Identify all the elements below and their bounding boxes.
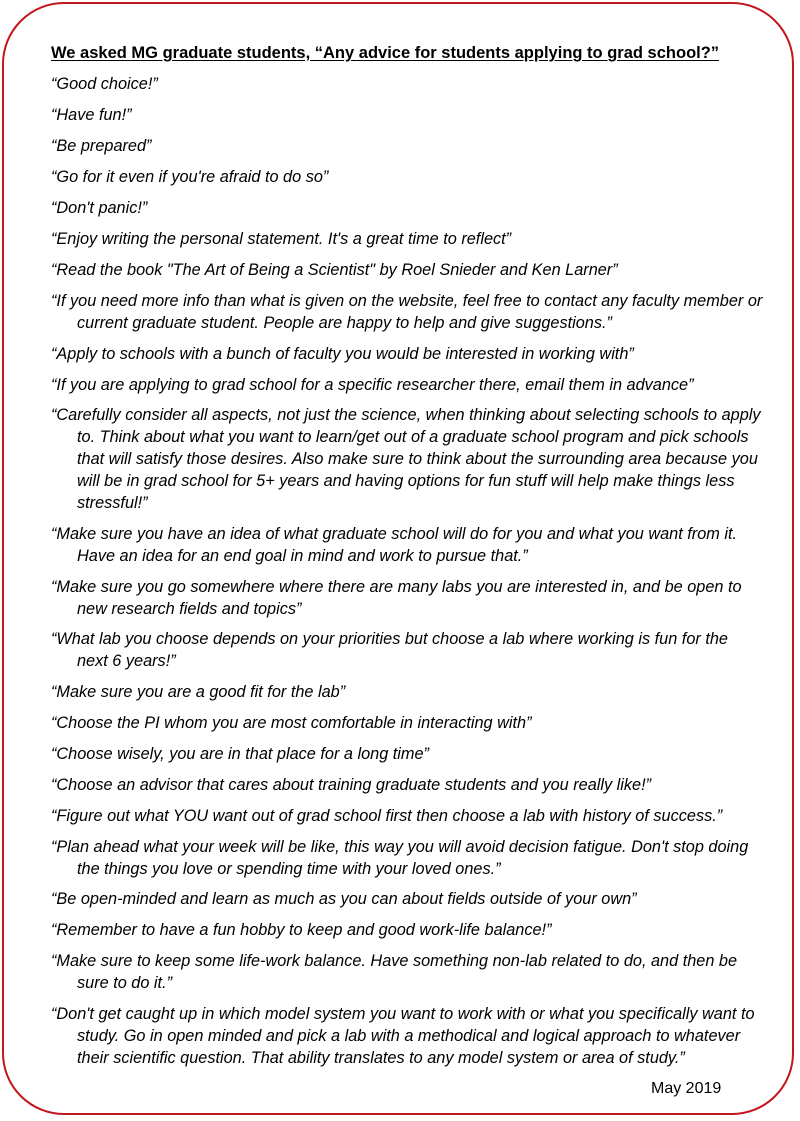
quote-fun-hobby: “Remember to have a fun hobby to keep and good work-life balance!” bbox=[51, 921, 552, 939]
page-title: We asked MG graduate students, “Any advice for students applying to grad school?” bbox=[51, 44, 720, 62]
quote-life-work-balance: “Make sure to keep some life-work balance. Have something non-lab related to do, and then be sure to do it.” bbox=[51, 952, 738, 992]
quote-email-researcher: “If you are applying to grad school for a specific researcher there, email them in advance” bbox=[51, 376, 694, 394]
quote-more-info: “If you need more info than what is given on the website, feel free to contact any faculty member or current graduate student. People are happy to help and give suggestions.” bbox=[51, 292, 763, 332]
quote-apply-faculty: “Apply to schools with a bunch of faculty you would be interested in working with” bbox=[51, 345, 634, 363]
quote-end-goal: “Make sure you have an idea of what graduate school will do for you and what you want from it. Have an idea for an end goal in mind and work to pursue that.” bbox=[51, 525, 737, 565]
quote-choose-advisor: “Choose an advisor that cares about training graduate students and you really like!” bbox=[51, 776, 652, 794]
quote-personal-statement: “Enjoy writing the personal statement. It's a great time to reflect” bbox=[51, 230, 512, 248]
quote-choose-pi: “Choose the PI whom you are most comfortable in interacting with” bbox=[51, 714, 532, 732]
quote-priorities: “What lab you choose depends on your priorities but choose a lab where working is fun for the next 6 years!” bbox=[51, 630, 728, 670]
quote-many-labs: “Make sure you go somewhere where there are many labs you are interested in, and be open to new research fields and topics” bbox=[51, 578, 742, 618]
quote-choose-wisely: “Choose wisely, you are in that place for a long time” bbox=[51, 745, 429, 763]
date-label: May 2019 bbox=[651, 1080, 722, 1097]
quote-figure-out: “Figure out what YOU want out of grad school first then choose a lab with history of success.” bbox=[51, 807, 723, 825]
quote-good-choice: “Good choice!” bbox=[51, 75, 158, 93]
quote-open-minded: “Be open-minded and learn as much as you can about fields outside of your own” bbox=[51, 890, 637, 908]
quote-consider-aspects: “Carefully consider all aspects, not just the science, when thinking about selecting schools to apply to. Think about what you want to learn/get out of a graduate school program and pick schools that will satisfy those desires. Also make sure to think about the surrounding area because you will be in grad school for 5+ years and having options for fun stuff will help make things less stressful!” bbox=[51, 406, 761, 512]
quote-read-book: “Read the book "The Art of Being a Scientist" by Roel Snieder and Ken Larner” bbox=[51, 261, 618, 279]
quote-dont-panic: “Don't panic!” bbox=[51, 199, 148, 217]
quote-plan-ahead: “Plan ahead what your week will be like, this way you will avoid decision fatigue. Don't stop doing the things you love or spending time with your loved ones.” bbox=[51, 838, 749, 878]
quote-have-fun: “Have fun!” bbox=[51, 106, 132, 124]
quote-be-prepared: “Be prepared” bbox=[51, 137, 152, 155]
quote-go-for-it: “Go for it even if you're afraid to do so” bbox=[51, 168, 329, 186]
quote-good-fit: “Make sure you are a good fit for the lab” bbox=[51, 683, 346, 701]
quote-model-system: “Don't get caught up in which model system you want to work with or what you specifically want to study. Go in open minded and pick a lab with a methodical and logical approach to whatever their scientific question. That ability translates to any model system or area of study.” bbox=[51, 1005, 755, 1067]
